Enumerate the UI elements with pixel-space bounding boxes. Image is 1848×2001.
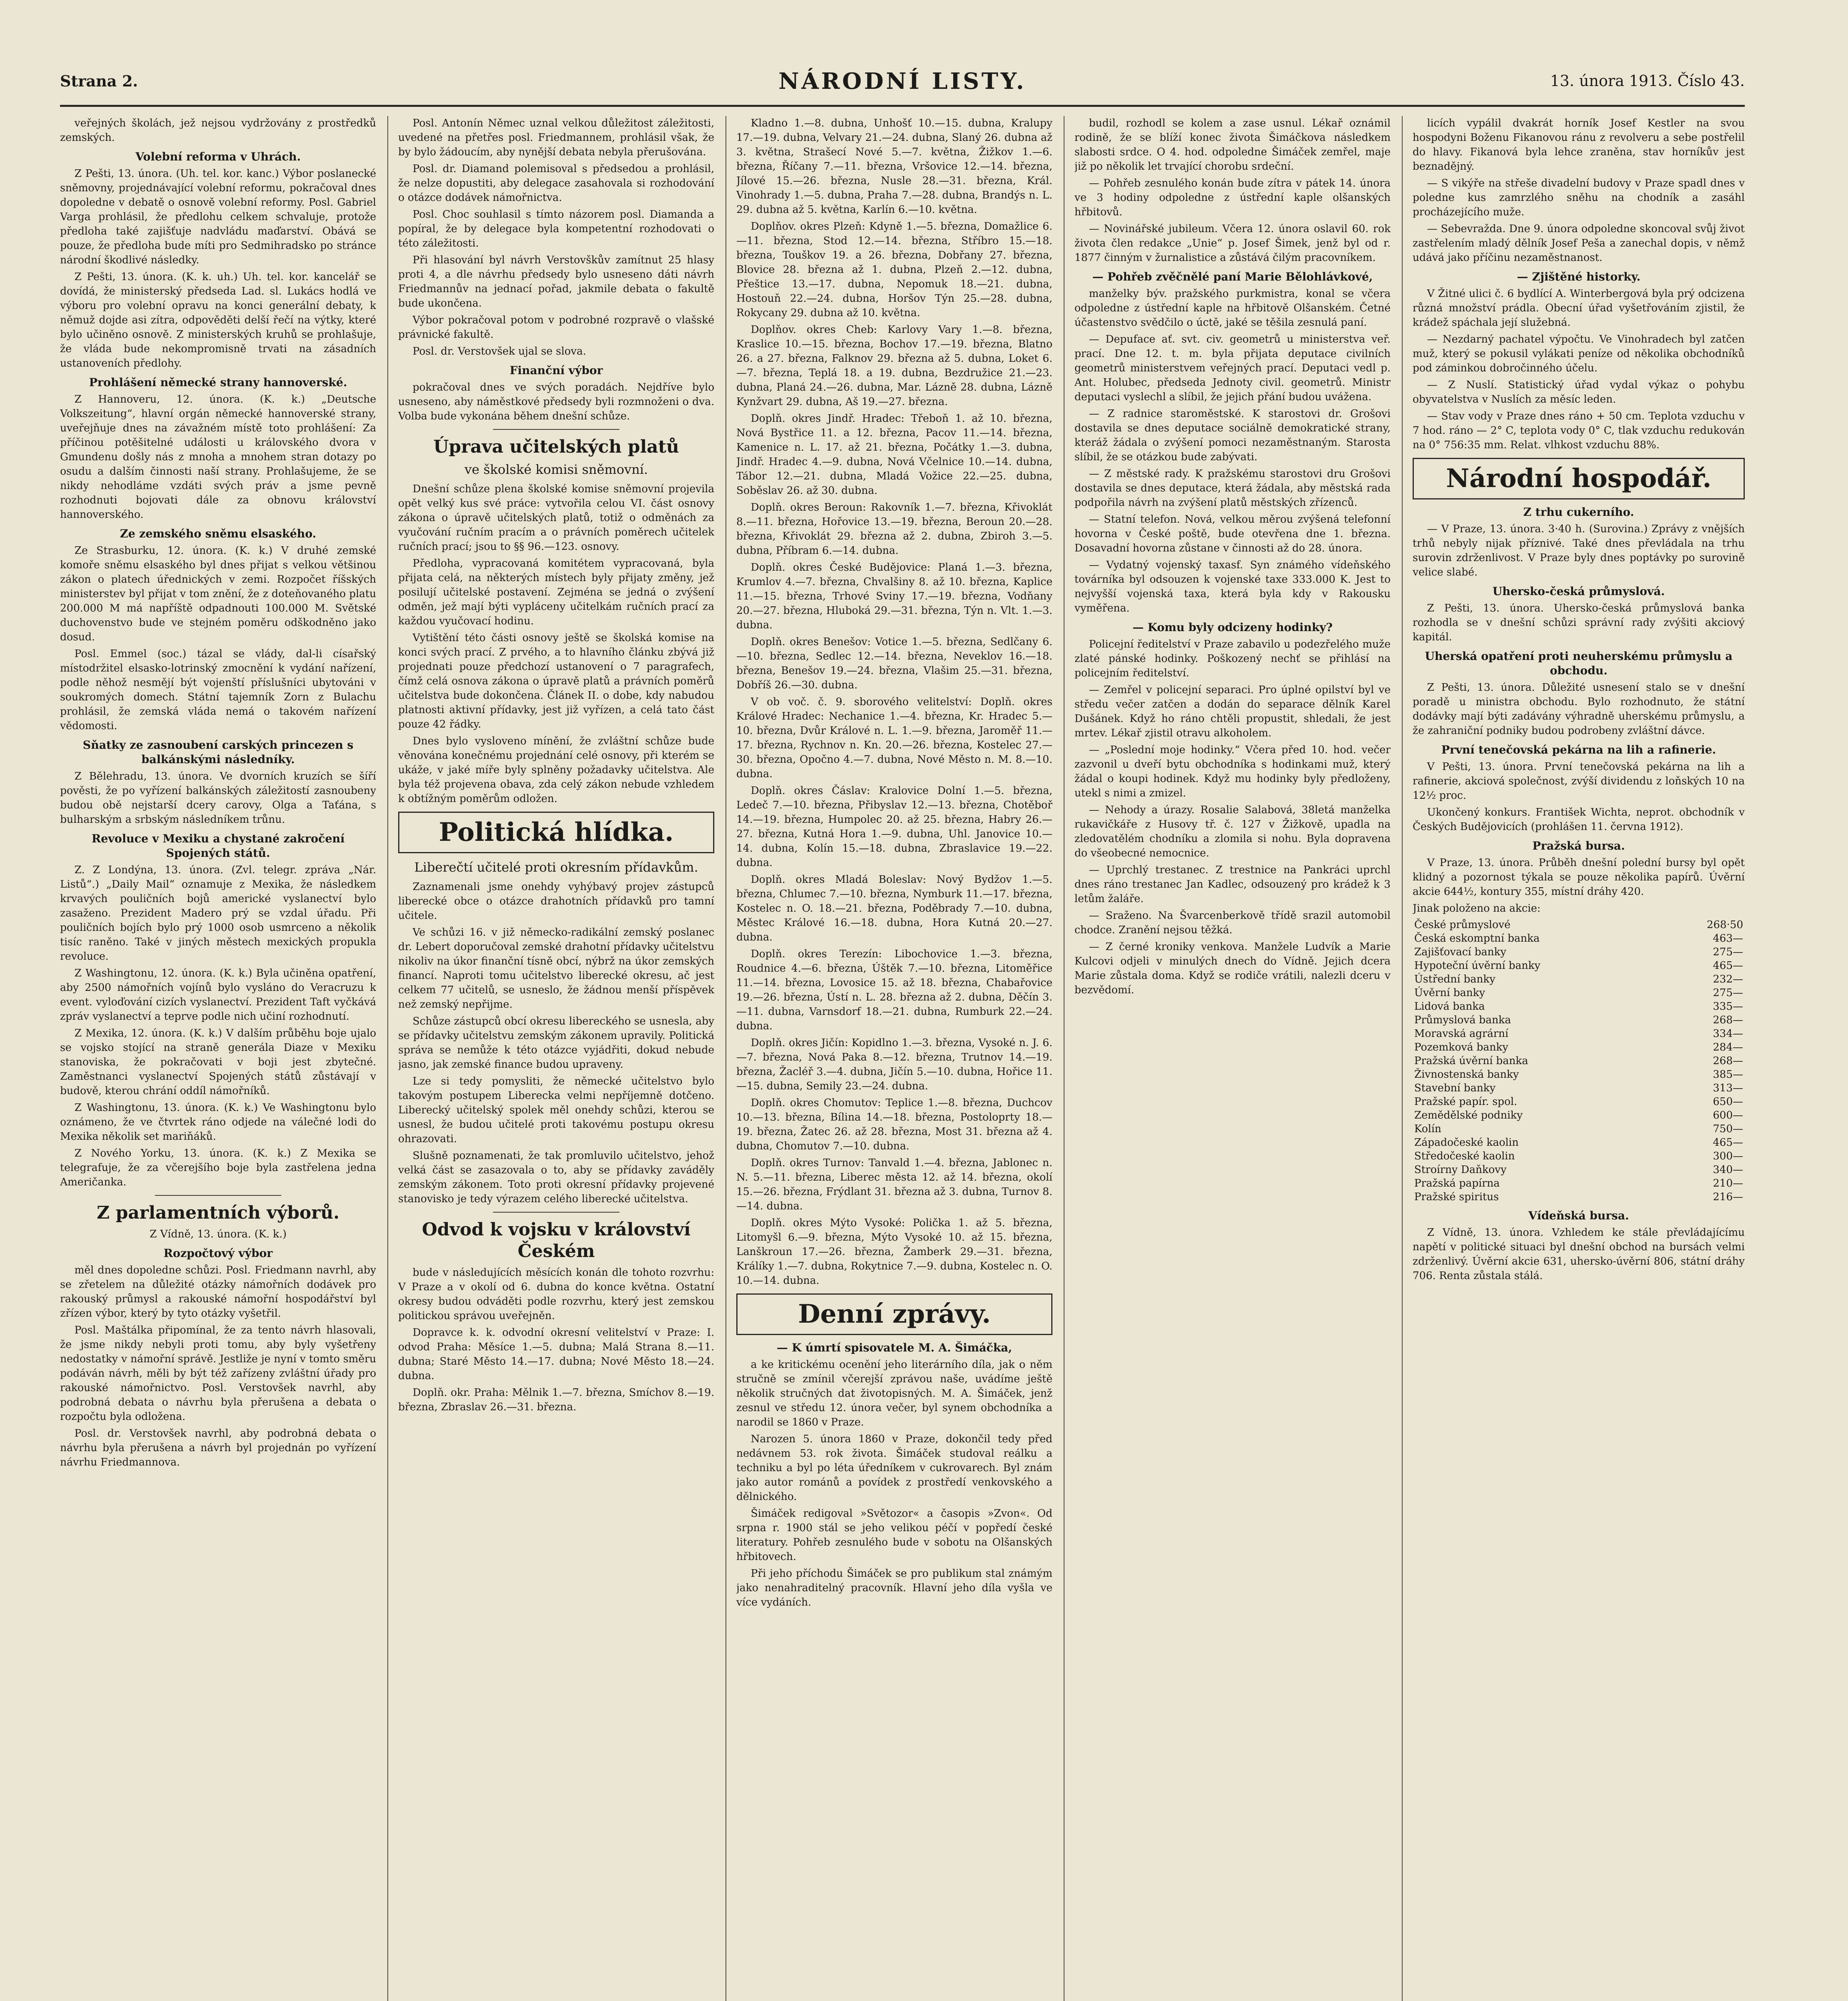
newspaper-title: NÁRODNÍ LISTY. bbox=[778, 68, 1026, 94]
table-row bbox=[1413, 1027, 1745, 1041]
article-text: Posl. dr. Verstovšek ujal se slova. bbox=[413, 345, 586, 357]
stock-price: 313— bbox=[1713, 1082, 1743, 1094]
table-row bbox=[1413, 1041, 1745, 1054]
article-text: V Žitné ulici č. 6 bydlící A. Winterbergová byla prý odcizena různá množství prádla. Obecní úřad vyšetřováním zjistil, že krádež spáchala její služebná. bbox=[1413, 288, 1745, 329]
article-text: — „Poslední moje hodinky.“ Včera před 10. hod. večer zazvonil u dveří bytu obchodníka s hodinkami muž, který žádal o koupi hodinek. Když mu hodinky byly předloženy, utekl s nimi a zmizel. bbox=[1074, 744, 1391, 799]
column-4 bbox=[1074, 116, 1391, 2001]
article-text: Z. Z Londýna, 13. února. (Zvl. telegr. zpráva „Nár. Listů“.) „Daily Mail“ oznamuje z Mexika, že následkem krvavých pouličních bojů americké vyslanectví bylo zasaženo. Prezident Madero prý se vzdal úřadu. Při pouličních bojích bylo prý 1000 osob usmrceno a několik tisíc raněno. Také v jiných městech mexických propukla revoluce. bbox=[60, 864, 376, 962]
article-heading: Uherská opatření proti neuherskému průmyslu a obchodu. bbox=[1425, 650, 1733, 677]
table-row bbox=[1413, 932, 1745, 945]
article-text: Z Nového Yorku, 13. února. (K. k.) Z Mexika se telegrafuje, že za včerejšího boje byla zastřelena jedna Američanka. bbox=[60, 1147, 376, 1188]
exchange-table-title: Jinak položeno na akcie: bbox=[1413, 902, 1541, 914]
stock-price: 284— bbox=[1713, 1041, 1743, 1053]
stock-name: Ústřední banky bbox=[1414, 973, 1495, 985]
article-text: — Z Nuslí. Statistický úřad vydal výkaz o pohybu obyvatelstva v Nuslích za měsíc leden. bbox=[1413, 379, 1745, 405]
table-row bbox=[1413, 1054, 1745, 1068]
article-text: Ve schůzi 16. v již německo-radikální zemský poslanec dr. Lebert doporučoval zemské drahotní přídavky učitelstvu nikoliv na úkor finanční tísně obcí, nýbrž na úkor zemských financí. Naproti tomu učitelstvo liberecké okresu, ač jest celkem 77 učitelů, se usneslo, že žádnou menší příspěvek než zemský nepřijme. bbox=[398, 926, 714, 1011]
article-text: Vytištění této části osnovy ještě se školská komise na konci svých prací. Z prvého, a to hlavního článku zbývá již projednati pouze předchozí ustanovení o 7 paragrafech, čímž celá osnova zákona o úpravě platů a právních poměrů učitelstva bude dokončena. Článek II. o dobe, kdy nabudou platnosti aktivní přídavky, jest již vyřízen, a celá tato část pouze 42 řádky. bbox=[398, 632, 714, 730]
article-text: Doplňov. okres Cheb: Karlovy Vary 1.—8. března, Kraslice 10.—15. března, Bochov 17.—19. března, Blatno 26. a 27. března, Falknov 29. března až 5. dubna, Loket 6.—7. března, Teplá 18. a 19. dubna, Bezdružice 21.—23. dubna, Planá 24.—26. dubna, Mar. Lázně 28. dubna, Lázně Kynžvart 29. dubna, Aš 19.—27. března. bbox=[736, 324, 1052, 408]
article-text: Doplň. okres Chomutov: Teplice 1.—8. března, Duchcov 10.—13. března, Bílina 14.—18. března, Postoloprty 18.—19. března, Žatec 26. až 28. března, Most 31. března až 4. dubna, Chomutov 7.—10. dubna. bbox=[736, 1097, 1052, 1152]
table-row bbox=[1413, 959, 1745, 972]
article-text: Dnešní schůze plena školské komise sněmovní projevila opět velký kus své práce: vytvořila celou VI. část osnovy zákona o úpravě učitelských platů, totiž o odměnách za vyučování ručním pracím a o právních poměrech učitelek ručních prací; jsou to §§ 96.—123. osnovy. bbox=[398, 483, 714, 553]
column-divider bbox=[387, 116, 388, 2001]
article-text: — Nehody a úrazy. Rosalie Salabová, 38letá manželka rukavičkáře z Husovy tř. č. 127 v Žižkově, upadla na zledovatělém chodníku a zlomila si nohu. Byla dopravena do všeobecné nemocnice. bbox=[1074, 804, 1391, 859]
article-heading: Pražská bursa. bbox=[1532, 839, 1625, 852]
article-text: Policejní ředitelství v Praze zabavilo u podezřelého muže zlaté pánské hodinky. Poškozený nechť se přihlásí na policejním ředitelství. bbox=[1074, 638, 1391, 679]
article-text: Doplňov. okres Plzeň: Kdyně 1.—5. března, Domažlice 6.—11. března, Stod 12.—14. března, Stříbro 15.—18. března, Touškov 19. a 26. března, Dobřany 27. března, Blovice 28. března až 1. dubna, Plzeň 2.—12. dubna, Přeštice 13.—17. dubna, Nepomuk 18.—21. dubna, Hostouň 22.—24. dubna, Horšov Týn 25.—28. dubna, Rokycany 29. dubna až 10. května. bbox=[736, 221, 1052, 319]
table-row bbox=[1413, 1136, 1745, 1149]
stock-price: 335— bbox=[1713, 1000, 1743, 1013]
section-headline: Národní hospodář. bbox=[1446, 463, 1712, 493]
stock-name: Pražská úvěrní banka bbox=[1414, 1055, 1528, 1067]
article-text: Z Hannoveru, 12. února. (K. k.) „Deutsche Volkszeitung“, hlavní orgán německé hannoverské strany, uveřejňuje dnes na závažném místě toto prohlášení: Za příčinou potěšitelné události u královského dvora v Gmundenu došly nás z mnoha a mnohem stran dotazy po osudu a dalším činnosti naší strany. Prohlašujeme, že se nikdy nehodláme vzdáti svých práv a jsme pevně rozhodnuti bojovati dále za obnovu království hannoverského. bbox=[60, 393, 376, 521]
boxed-section-title bbox=[398, 812, 714, 853]
article-text: Při hlasování byl návrh Verstovškův zamítnut 25 hlasy proti 4, a dle návrhu předsedy bylo usneseno dáti návrh Friedmannův na jednací pořad, jakmile debata o fakultě bude ukončena. bbox=[398, 254, 714, 309]
article-text: — Uprchlý trestanec. Z trestnice na Pankráci uprchl dnes ráno trestanec Jan Kadlec, odsouzený pro krádež k 3 letům žaláře. bbox=[1074, 864, 1391, 905]
stock-name: Stavební banky bbox=[1414, 1082, 1496, 1094]
stock-price: 275— bbox=[1713, 946, 1743, 958]
article-text: Z Mexika, 12. února. (K. k.) V dalším průběhu boje ujalo se vojsko stojící na straně generála Diaze v Mexiku stanoviska, že pokračovati v boji jest zbytečné. Zaměstnanci vyslanectví Spojených států zůstávají v budově, kterou chrání oddíl námořníků. bbox=[60, 1027, 376, 1097]
stock-price: 463— bbox=[1713, 932, 1743, 944]
header-rule bbox=[60, 105, 1745, 107]
article-text: Doplň. okres Mladá Boleslav: Nový Bydžov 1.—5. března, Chlumec 7.—10. března, Nymburk 11.—17. března, Kostelec n. O. 18.—21. března, Poděbrady 7.—10. dubna, Městec Králové 16.—18. dubna, Hora Kutná 20.—27. dubna. bbox=[736, 874, 1052, 943]
stock-price: 465— bbox=[1713, 960, 1743, 972]
article-subheadline: Liberečtí učitelé proti okresním přídavkům. bbox=[414, 860, 698, 875]
article-heading: Prohlášení německé strany hannoverské. bbox=[89, 376, 347, 389]
article-text: Narozen 5. února 1860 v Praze, dokončil tedy před nedávnem 53. rok života. Šimáček studoval reálku a techniku a byl po léta úředníkem v cukrovarech. Byl znám jako autor románů a povídek z prostředí venkovského a dělnického. bbox=[736, 1433, 1052, 1503]
stock-price: 232— bbox=[1713, 973, 1743, 985]
issue-date: 13. února 1913. Číslo 43. bbox=[1550, 72, 1745, 90]
table-row bbox=[1413, 918, 1745, 932]
stock-price: 216— bbox=[1713, 1191, 1743, 1203]
article-heading: Revoluce v Mexiku a chystané zakročení Spojených států. bbox=[91, 832, 345, 860]
article-text: — Nezdarný pachatel výpočtu. Ve Vinohradech byl zatčen muž, který se pokusil vylákati peníze od několika obchodníků pod záminkou dobročinného účelu. bbox=[1413, 333, 1745, 374]
article-text: Ukončený konkurs. František Wichta, neprot. obchodník v Českých Budějovicích (prohlášen 11. června 1912). bbox=[1413, 806, 1745, 833]
article-text: Kladno 1.—8. dubna, Unhošť 10.—15. dubna, Kralupy 17.—19. dubna, Velvary 21.—24. dubna, Slaný 26. dubna až 3. května, Strašecí Nové 5.—7. května, Žižkov 1.—6. března, Říčany 7.—11. března, Vršovice 12.—14. března, Jílové 15.—26. března, Nusle 28.—31. března, Král. Vinohrady 1.—5. dubna, Praha 7.—28. dubna, Brandýs n. L. 29. dubna až 5. května, Karlín 6.—10. května. bbox=[736, 117, 1052, 216]
article-text: Doplň. okres Benešov: Votice 1.—5. března, Sedlčany 6.—10. března, Sedlec 12.—14. března, Neveklov 16.—18. března, Benešov 19.—24. března, Vlašim 25.—31. března, Dobříš 26.—30. dubna. bbox=[736, 636, 1052, 691]
table-row bbox=[1413, 1068, 1745, 1081]
article-text: V ob voč. č. 9. sborového velitelství: Doplň. okres Králové Hradec: Nechanice 1.—4. března, Kr. Hradec 5.—10. března, Dvůr Králové n. L. 1.—9. března, Jaroměř 11.—17. března, Rychnov n. Kn. 20.—26. března, Kostelec 27.—30. března, Opočno 4.—7. dubna, Nové Město n. M. 8.—10. dubna. bbox=[736, 696, 1052, 780]
table-row bbox=[1413, 1109, 1745, 1122]
article-text: Dnes bylo vysloveno mínění, že zvláštní schůze bude věnována konečnému projednání celé osnovy, při kterém se ukáže, v jaké míře byly splněny požadavky učitelstva. Ale byla též projevena obava, zda celý zákon nebude vzhledem k obtížným poměrům odložen. bbox=[398, 735, 714, 805]
article-text: — Sebevražda. Dne 9. února odpoledne skoncoval svůj život zastřelením mladý dělník Josef Peša a zanechal dopis, v němž udává jako příčinu nezaměstnanost. bbox=[1413, 223, 1745, 264]
article-text: a ke kritickému ocenění jeho literárního díla, jak o něm stručně se zmínil včerejší zprávou naše, uvádíme ještě několik stručných dat životopisných. M. A. Šimáček, jenž zesnul ve středu 12. února večer, byl synem obchodníka a narodil se 1860 v Praze. bbox=[736, 1359, 1052, 1428]
article-text: — Z městské rady. K pražskému starostovi dru Grošovi dostavila se dnes deputace, která žádala, aby městská rada podpořila návrh na zvýšení platů městských zřízenců. bbox=[1074, 468, 1391, 509]
stock-name: Pozemková banky bbox=[1414, 1041, 1509, 1053]
article-text: Šimáček redigoval »Světozor« a časopis »Zvon«. Od srpna r. 1900 stál se jeho velikou péčí v popředí české literatury. Pohřeb zesnulého bude v sobotu na Olšanských hřbitovech. bbox=[736, 1508, 1052, 1563]
article-text: Z Bělehradu, 13. února. Ve dvorních kruzích se šíří pověsti, že po vyřízení balkánských záležitostí zasnoubeny budou obě nejstarší dcery carovy, Olga a Taťána, s bulharským a srbským následníkem trůnu. bbox=[60, 770, 376, 826]
article-text: bude v následujících měsících konán dle tohoto rozvrhu: V Praze a v okolí od 6. dubna do konce května. Ostatní okresy budou odváděti podle rozvrhu, který jest zemskou politickou správou uveřejněn. bbox=[398, 1267, 714, 1322]
article-text: — Novinářské jubileum. Včera 12. února oslavil 60. rok života člen redakce „Unie“ p. Josef Šimek, jenž byl od r. 1877 činným v žurnalistice a zůstává čilým pracovníkem. bbox=[1074, 223, 1391, 264]
article-text: Posl. dr. Diamand polemisoval s předsedou a prohlásil, že nelze dopustiti, aby delegace zasahovala si rozhodování o otázce dodávek námořnictva. bbox=[398, 163, 714, 204]
stock-price: 268— bbox=[1713, 1055, 1743, 1067]
table-row bbox=[1413, 1190, 1745, 1204]
article-text: Z Pešti, 13. února. (K. k. uh.) Uh. tel. kor. kancelář se dovídá, že ministerský předseda Lad. sl. Lukács hodlá ve výboru pro volební opravu na konci generální debaty, k němuž dojde asi zítra, odpověděti delší řečí na výtky, které bylo učiněno osnově. Z ministerských kruhů se prohlašuje, že vláda bude nekompromisně trvati na zásadních ustanoveních předlohy. bbox=[60, 271, 376, 369]
boxed-section-title bbox=[1413, 458, 1745, 499]
article-text: — Statní telefon. Nová, velkou měrou zvýšená telefonní hovorna v České poště, bude otevřena dne 1. března. Dosavadní hovorna zůstane v činnosti až do 28. února. bbox=[1074, 513, 1391, 554]
article-text: Doplň. okres Čáslav: Kralovice Dolní 1.—5. března, Ledeč 7.—10. března, Přibyslav 12.—13. března, Chotěboř 14.—19. března, Humpolec 20. až 25. března, Habry 26.—27. března, Kutná Hora 1.—9. dubna, Uhl. Janovice 10.—14. dubna, Kolín 15.—18. dubna, Zbraslavice 19.—22. dubna. bbox=[736, 785, 1052, 869]
stock-name: Zemědělské podniky bbox=[1414, 1109, 1523, 1121]
article-text: pokračoval dnes ve svých poradách. Nejdříve bylo usneseno, aby náměstkové předsedy byli rozmnoženi o dva. Volba bude vykonána během dnešní schůze. bbox=[398, 381, 714, 422]
article-text: Doplň. okres Jičín: Kopidlno 1.—3. března, Vysoké n. J. 6.—7. března, Nová Paka 8.—12. března, Trutnov 14.—19. března, Žacléř 3.—4. dubna, Jičín 5.—10. dubna, Hořice 11.—15. dubna, Semily 23.—24. dubna. bbox=[736, 1037, 1052, 1092]
article-text: Ze Strasburku, 12. února. (K. k.) V druhé zemské komoře sněmu elsaského byl dnes přijat s velkou většinou zákon o platech úřednických v zemi. Rozpočet říšských ministerstev byl přijat v tom znění, že z doteňovaného platu 200.000 M má napříště odpadnouti 100.000 M. Světské duchovenstvo bude ve stejném poměru odškodněno jako dosud. bbox=[60, 545, 376, 643]
table-row bbox=[1413, 1095, 1745, 1109]
article-text: Doplň. okres Beroun: Rakovník 1.—7. března, Křivoklát 8.—11. března, Hořovice 13.—19. března, Beroun 20.—28. března, Křivoklát 29. března až 2. dubna, Zbiroh 3.—5. dubna, Příbram 6.—14. dubna. bbox=[736, 501, 1052, 557]
article-headline: Odvod k vojsku v království Českém bbox=[422, 1219, 691, 1261]
table-row bbox=[1413, 945, 1745, 959]
article-text: V Praze, 13. února. Průběh dnešní polední bursy byl opět klidný a pozornost týkala se pouze několika papírů. Úvěrní akcie 644½, kontury 355, místní dráhy 420. bbox=[1413, 857, 1745, 898]
page-header bbox=[60, 68, 1745, 101]
boxed-section-title bbox=[736, 1293, 1052, 1335]
article-text: — Z radnice staroměstské. K starostovi dr. Grošovi dostavila se dnes deputace sociálně demokratické strany, kteráž žádala o zvýšení pomoci nezaměstnaným. Starosta slíbil, že se otázkou bude zabývati. bbox=[1074, 408, 1391, 463]
article-text: licích vypálil dvakrát horník Josef Kestler na svou hospodyni Boženu Fikanovou ránu z revolveru a sebe postřelil do hlavy. Fikanová byla lehce zraněna, stav horníkův jest beznadějný. bbox=[1413, 117, 1745, 172]
stock-name: Průmyslová banka bbox=[1414, 1014, 1511, 1026]
article-text: Posl. dr. Verstovšek navrhl, aby podrobná debata o návrhu byla přerušena a návrh byl projednán po vyřízení návrhu Friedmannova. bbox=[60, 1428, 376, 1468]
article-heading: Sňatky ze zasnoubení carských princezen s balkánskými následníky. bbox=[82, 738, 354, 766]
table-row bbox=[1413, 1013, 1745, 1027]
table-row bbox=[1413, 1081, 1745, 1095]
article-text: — Vydatný vojenský taxasf. Syn známého vídeňského továrníka byl odsouzen k vojenské taxe 333.000 K. Jest to nejvyšší vojenská taxa, která byla kdy v Rakousku vyměřena. bbox=[1074, 559, 1391, 614]
stock-name: Stroírny Daňkovy bbox=[1414, 1164, 1507, 1176]
article-heading: — Komu byly odcizeny hodinky? bbox=[1132, 621, 1333, 634]
stock-name: Moravská agrární bbox=[1414, 1028, 1509, 1040]
stock-name: Západočeské kaolin bbox=[1414, 1137, 1519, 1149]
section-headline: Politická hlídka. bbox=[439, 817, 674, 847]
stock-name: České průmyslové bbox=[1414, 919, 1511, 931]
article-heading: Finanční výbor bbox=[509, 364, 603, 377]
column-3 bbox=[736, 116, 1052, 2001]
article-text: Z Washingtonu, 12. února. (K. k.) Byla učiněna opatření, aby 2500 námořních vojínů bylo vysláno do Veracruzu k event. vyloďování cizích vyslanectví. Prezident Taft vyčkává zpráv vyslanectví a teprve podle nich učiní rozhodnutí. bbox=[60, 967, 376, 1023]
article-text: Doplň. okres Turnov: Tanvald 1.—4. března, Jablonec n. N. 5.—11. března, Liberec města 12. až 14. března, okolí 15.—26. března, Frýdlant 31. března až 3. dubna, Turnov 8.—14. dubna. bbox=[736, 1157, 1052, 1212]
article-text: — Depuface ať. svt. civ. geometrů u ministerstva veř. prací. Dne 12. t. m. byla přijata deputace civilních geometrů ministerstvem veřejných prací. Deputaci vedl p. Ant. Holubec, předseda Jednoty civil. geometrů. Ministr deputaci vyslechl a slíbil, že jejich přání budou uvážena. bbox=[1074, 333, 1391, 403]
article-text: Doplň. okres České Budějovice: Planá 1.—3. března, Krumlov 4.—7. března, Chvalšiny 8. až 10. března, Kaplice 11.—15. března, Trhové Sviny 17.—19. března, Vodňany 20.—27. března, Hluboká 29.—31. března, Týn n. Vlt. 1.—3. dubna. bbox=[736, 561, 1052, 631]
article-heading: Rozpočtový výbor bbox=[163, 1247, 273, 1260]
column-2 bbox=[398, 116, 714, 2001]
table-row bbox=[1413, 972, 1745, 986]
article-text: budil, rozhodl se kolem a zase usnul. Lékař oznámil rodině, že se blíží konec života Šimáčkova následkem slabosti srdce. O 4. hod. odpoledne Šimáček zemřel, maje již po několik let trvající chorobu srdeční. bbox=[1074, 117, 1391, 172]
dateline: Z Vídně, 13. února. (K. k.) bbox=[149, 1228, 287, 1240]
stock-price: 750— bbox=[1713, 1123, 1743, 1135]
article-text: Z Washingtonu, 13. února. (K. k.) Ve Washingtonu bylo oznámeno, že ve čtvrtek ráno odjede na válečné lodi do Mexika několik set mariňáků. bbox=[60, 1102, 376, 1143]
stock-name: Hypoteční úvěrní banky bbox=[1414, 960, 1541, 972]
table-row bbox=[1413, 1163, 1745, 1177]
article-headline: Úprava učitelských platů bbox=[433, 437, 679, 457]
article-text: — S vikýře na střeše divadelní budovy v Praze spadl dnes v poledne kus zamrzlého sněhu na chodník a zasáhl procházejícího muže. bbox=[1413, 177, 1745, 218]
article-text: Posl. Antonín Němec uznal velkou důležitost záležitosti, uvedené na přetřes posl. Friedmannem, prohlásil však, že by bylo žádoucím, aby nynější debata nebyla přerušována. bbox=[398, 117, 714, 158]
section-rule bbox=[493, 429, 619, 430]
stock-name: Středočeské kaolin bbox=[1414, 1150, 1515, 1162]
stock-price: 268— bbox=[1713, 1014, 1743, 1026]
exchange-rates-table bbox=[1413, 918, 1745, 1204]
article-text: Dopravce k. k. odvodní okresní velitelství v Praze: I. odvod Praha: Měsíce 1.—5. dubna; Malá Strana 8.—11. dubna; Staré Město 14.—17. dubna; Nové Město 18.—24. dubna. bbox=[398, 1327, 714, 1382]
article-text: Při jeho příchodu Šimáček se pro publikum stal známým jako nenahraditelný pracovník. Hlavní jeho díla vyšla ve více vydáních. bbox=[736, 1568, 1052, 1608]
article-text: — Z černé kroniky venkova. Manžele Ludvík a Marie Kulcovi odjeli v minulých dnech do Vídně. Jejich dcera Marie zůstala doma. Když se rodiče vrátili, nalezli dceru v bezvědomí. bbox=[1074, 941, 1391, 996]
stock-price: 210— bbox=[1713, 1177, 1743, 1189]
article-text: V Pešti, 13. února. První tenečovská pekárna na lih a rafinerie, akciová společnost, zvýší dividendu z loňských 10 na 12½ proc. bbox=[1413, 761, 1745, 802]
article-text: Doplň. okres Terezín: Libochovice 1.—3. března, Roudnice 4.—6. března, Úštěk 7.—10. března, Litoměřice 11.—14. března, Lovosice 15. až 18. března, Chabařovice 19.—26. března, Ústí n. L. 28. března až 2. dubna, Děčín 3.—11. dubna, Varnsdorf 18.—21. dubna, Rumburk 22.—24. dubna. bbox=[736, 948, 1052, 1032]
stock-price: 465— bbox=[1713, 1137, 1743, 1149]
article-text: Schůze zástupců obcí okresu libereckého se usnesla, aby se přídavky učitelstvu zemským zákonem upravily. Politická správa se nemůže k této otázce vyjádřiti, dokud nebude jasno, jak zemské finance budou upraveny. bbox=[398, 1015, 714, 1071]
section-headline: Z parlamentních výborů. bbox=[96, 1203, 340, 1223]
section-rule bbox=[155, 1195, 281, 1196]
column-divider bbox=[1402, 116, 1403, 2001]
article-text: Předloha, vypracovaná komitétem vypracovaná, byla přijata celá, na některých místech byly přijaty změny, jež posilují učitelské postavení. Zejména se jedná o zvýšení odměn, jež mají býti vypláceny učitelkám ručních prací za každou vyučovací hodinu. bbox=[398, 557, 714, 627]
article-heading: Vídeňská bursa. bbox=[1528, 1209, 1629, 1222]
stock-name: Pražské spiritus bbox=[1414, 1191, 1499, 1203]
stock-price: 300— bbox=[1713, 1150, 1743, 1162]
article-text: Z Vídně, 13. února. Vzhledem ke stále převládajícímu napětí v politické situaci byl dnešní obchod na bursách velmi zdrženlivý. Úvěrní akcie 631, uhersko-úvěrní 806, státní dráhy 706. Renta zůstala stálá. bbox=[1413, 1227, 1745, 1282]
column-5 bbox=[1413, 116, 1745, 2001]
article-text: — Sraženo. Na Švarcenberkově třídě srazil automobil chodce. Zranění nejsou těžká. bbox=[1074, 910, 1391, 936]
article-text: Zaznamenali jsme onehdy vyhýbavý projev zástupců liberecké obce o otázce drahotních přídavků pro tamní učitele. bbox=[398, 881, 714, 922]
stock-name: Pražské papír. spol. bbox=[1414, 1096, 1517, 1108]
article-text: Výbor pokračoval potom v podrobné rozpravě o vlašské právnické fakultě. bbox=[398, 314, 714, 341]
article-heading: — Pohřeb zvěčnělé paní Marie Bělohlávkové, bbox=[1092, 270, 1373, 283]
article-text: — Stav vody v Praze dnes ráno + 50 cm. Teplota vzduchu v 7 hod. ráno — 2° C, teplota vody 0° C, tlak vzduchu redukován na 0° 756:35 mm. Relat. vlhkost vzduchu 88%. bbox=[1413, 410, 1745, 451]
stock-price: 268·50 bbox=[1707, 919, 1743, 931]
stock-name: Úvěrní banky bbox=[1414, 987, 1485, 999]
column-1 bbox=[60, 116, 376, 2001]
stock-name: Pražská papírna bbox=[1414, 1177, 1500, 1189]
stock-name: Živnostenská banky bbox=[1414, 1069, 1519, 1081]
article-text: — V Praze, 13. února. 3·40 h. (Surovina.) Zprávy z vnějších trhů nebyly nijak příznivé. Také dnes převládala na trhu surovin zdrženlivost. V Praze byly dnes poptávky po surovině velice slabé. bbox=[1413, 523, 1745, 578]
article-text: veřejných školách, jež nejsou vydržovány z prostředků zemských. bbox=[60, 117, 376, 144]
article-text: Doplň. okres Jindř. Hradec: Třeboň 1. až 10. března, Nová Bystřice 11. a 12. března, Pacov 11.—14. března, Kamenice n. L. 17. až 21. března, Počátky 1.—3. dubna, Jindř. Hradec 4.—9. dubna, Nová Včelnice 10.—14. dubna, Tábor 12.—21. dubna, Mladá Vožice 22.—25. dubna, Soběslav 26. až 30. dubna. bbox=[736, 413, 1052, 497]
page-number: Strana 2. bbox=[60, 72, 138, 90]
table-row bbox=[1413, 986, 1745, 1000]
section-headline: Denní zprávy. bbox=[798, 1299, 991, 1329]
article-text: Z Pešti, 13. února. (Uh. tel. kor. kanc.) Výbor poslanecké sněmovny, projednávající volební reformu, pokračoval dnes dopoledne v debatě o osnově volební reformy. Posl. Gabriel Varga prohlásil, že předlohu celkem schvaluje, protože předloha také zajišťuje nadvládu maďarství. Obává se pouze, že předloha bude míti pro Sedmihradsko po stránce národní škodlivé následky. bbox=[60, 168, 376, 266]
article-heading: Volební reforma v Uhrách. bbox=[135, 150, 301, 163]
article-heading: Z trhu cukerního. bbox=[1523, 505, 1634, 519]
article-heading: Uhersko-česká průmyslová. bbox=[1492, 585, 1665, 598]
stock-name: Lidová banka bbox=[1414, 1000, 1485, 1013]
section-rule bbox=[493, 1212, 619, 1213]
article-text: — Zemřel v policejní separaci. Pro úplné opilství byl ve středu večer zatčen a dodán do separace dělník Karel Dušánek. Když ho ráno chtěli propustit, shledali, že jest mrtev. Lékař zjistil otravu alkoholem. bbox=[1074, 684, 1391, 739]
table-row bbox=[1413, 1122, 1745, 1136]
article-text: — Pohřeb zesnulého konán bude zítra v pátek 14. února ve 3 hodiny odpoledne z ústřední kaple olšanských hřbitovů. bbox=[1074, 177, 1391, 218]
article-text: Posl. Maštálka připomínal, že za tento návrh hlasovali, že jsme nikdy nebyli proti tomu, aby byly vyšetřeny nedostatky v námořní správě. Jestliže je nyní v tomto směru podáván návrh, měli by být též zařízeny zvláštní úřady pro rakouské námořnictvo. Posl. Verstovšek navrhl, aby podrobná debata o návrhu byla přerušena a debata o rozpočtu byla odložena. bbox=[60, 1324, 376, 1423]
stock-price: 385— bbox=[1713, 1069, 1743, 1081]
article-text: Slušně poznamenati, že tak promluvilo učitelstvo, jehož velká část se zasazovala o to, aby se přídavky zaváděly zemským zákonem. Toto proti okresní přídavky projevené stanovisko je tedy výrazem celého liberecké učitelstva. bbox=[398, 1150, 714, 1205]
article-subheadline: ve školské komisi sněmovní. bbox=[464, 462, 648, 477]
article-text: manželky býv. pražského purkmistra, konal se včera odpoledne z ústřední kaple na hřbitově Olšanském. Četné účastenstvo svědčilo o úctě, jaké se těšila zesnulá paní. bbox=[1074, 288, 1391, 329]
article-text: Lze si tedy pomysliti, že německé učitelstvo bylo takovým postupem Liberecka velmi nepříjemně dotčeno. Liberecký učitelský spolek měl onehdy schůzi, kterou se usnesl, že budou učitelé proti takovému postupu okresu ohrazovati. bbox=[398, 1075, 714, 1145]
table-row bbox=[1413, 1177, 1745, 1190]
article-text: Posl. Emmel (soc.) tázal se vlády, dal-li císařský místodržitel elsasko-lotrinský zmocnění k vydání nařízení, podle něhož nesmějí být vojenští příslušníci ubytováni v soukromých domech. Státní tajemník Zorn z Bulachu prohlásil, že zemská vláda nemá o takovém nařízení vědomosti. bbox=[60, 648, 376, 732]
stock-price: 650— bbox=[1713, 1096, 1743, 1108]
table-row bbox=[1413, 1000, 1745, 1013]
article-text: Z Pešti, 13. února. Uhersko-česká průmyslová banka rozhodla se v dnešní schůzi správní rady zvýšiti akciový kapitál. bbox=[1413, 602, 1745, 643]
article-heading: — K úmrtí spisovatele M. A. Šimáčka, bbox=[776, 1341, 1012, 1354]
stock-price: 275— bbox=[1713, 987, 1743, 999]
stock-name: Česká eskomptní banka bbox=[1414, 932, 1540, 944]
article-text: Z Pešti, 13. února. Důležité usnesení stalo se v dnešní poradě u ministra obchodu. Bylo rozhodnuto, že státní dodávky mají býti zadávány výhradně uherskému průmyslu, a že zahraniční podniky budou podrobeny zvláštní dávce. bbox=[1413, 682, 1745, 737]
article-text: Doplň. okres Mýto Vysoké: Polička 1. až 5. března, Litomyšl 6.—9. března, Mýto Vysoké 10. až 15. března, Lanškroun 17.—26. března, Žamberk 29.—31. března, Králíky 1.—7. dubna, Rokytnice 7.—9. dubna, Kostelec n. O. 10.—14. dubna. bbox=[736, 1217, 1052, 1287]
article-text: Doplň. okr. Praha: Mělnik 1.—7. března, Smíchov 8.—19. března, Zbraslav 26.—31. března. bbox=[398, 1387, 714, 1413]
table-row bbox=[1413, 1149, 1745, 1163]
stock-price: 600— bbox=[1713, 1109, 1743, 1121]
stock-name: Zajišťovací banky bbox=[1414, 946, 1507, 958]
stock-price: 334— bbox=[1713, 1028, 1743, 1040]
stock-price: 340— bbox=[1713, 1164, 1743, 1176]
article-text: Posl. Choc souhlasil s tímto názorem posl. Diamanda a popíral, že by delegace byla kompetentní rozhodovati o této záležitosti. bbox=[398, 209, 714, 249]
article-heading: — Zjištěné historky. bbox=[1517, 270, 1641, 283]
stock-name: Kolín bbox=[1414, 1123, 1441, 1135]
article-heading: Ze zemského sněmu elsaského. bbox=[120, 527, 317, 540]
article-heading: První tenečovská pekárna na lih a rafinerie. bbox=[1441, 743, 1716, 756]
article-text: měl dnes dopoledne schůzi. Posl. Friedmann navrhl, aby se zřetelem na důležité otázky námořních dodávek pro rakouský průmysl a rakouské námořní hospodářství byl zřízen výbor, který by tyto otázky vyšetřil. bbox=[60, 1264, 376, 1319]
